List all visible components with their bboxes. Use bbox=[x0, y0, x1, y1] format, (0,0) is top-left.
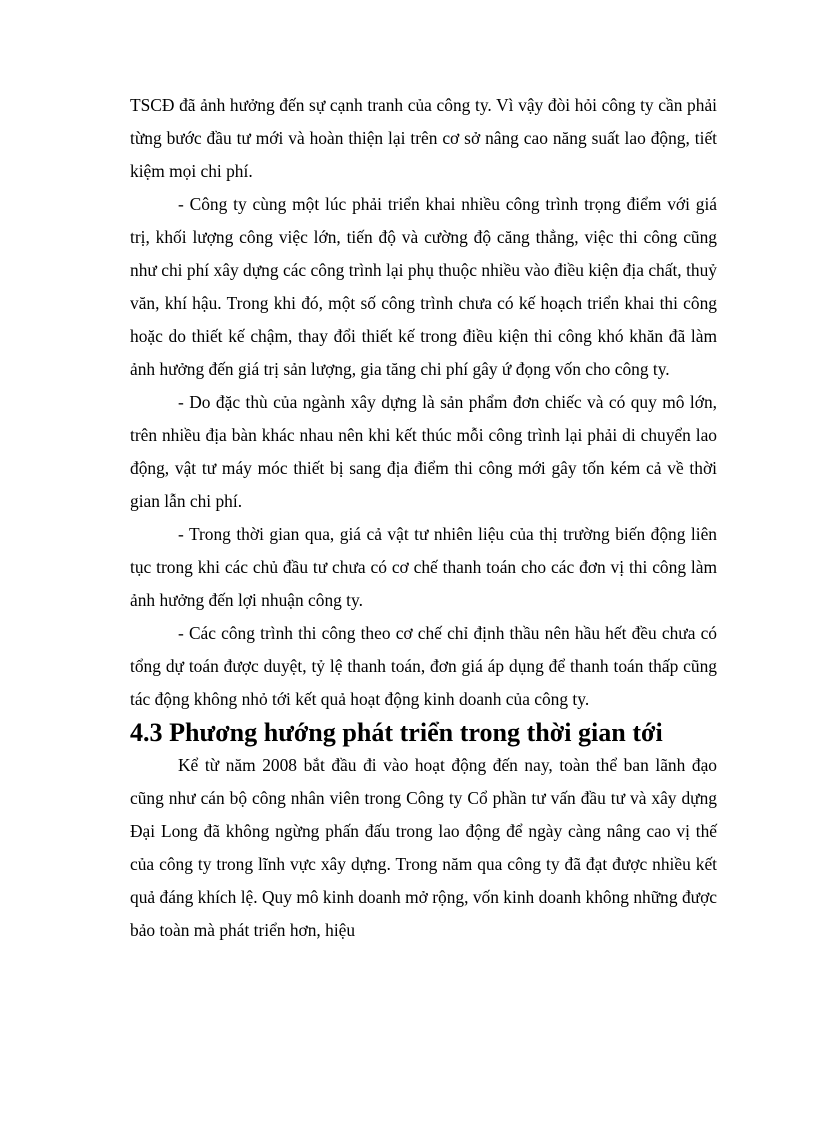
document-page bbox=[130, 89, 717, 947]
paragraph-designated-contracts: - Các công trình thi công theo cơ chế chỉ định thầu nên hầu hết đều chưa có tổng dự toán được duyệt, tỷ lệ thanh toán, đơn giá áp dụng để thanh toán thấp cũng tác động không nhỏ tới kết quả hoạt động kinh doanh của công ty. bbox=[130, 623, 717, 709]
paragraph-key-projects: - Công ty cùng một lúc phải triển khai nhiều công trình trọng điểm với giá trị, khối lượng công việc lớn, tiến độ và cường độ căng thẳng, việc thi công cũng như chi phí xây dựng các công trình lại phụ thuộc nhiều vào điều kiện địa chất, thuỷ văn, khí hậu. Trong khi đó, một số công trình chưa có kế hoạch triển khai thi công hoặc do thiết kế chậm, thay đổi thiết kế trong điều kiện thi công khó khăn đã làm ảnh hưởng đến giá trị sản lượng, gia tăng chi phí gây ứ đọng vốn cho công ty. bbox=[130, 194, 717, 379]
paragraph-tscd-impact: TSCĐ đã ảnh hưởng đến sự cạnh tranh của công ty. Vì vậy đòi hỏi công ty cần phải từng bước đầu tư mới và hoàn thiện lại trên cơ sở nâng cao năng suất lao động, tiết kiệm mọi chi phí. bbox=[130, 95, 717, 181]
paragraph-industry-specifics: - Do đặc thù của ngành xây dựng là sản phẩm đơn chiếc và có quy mô lớn, trên nhiều địa bàn khác nhau nên khi kết thúc mỗi công trình lại phải di chuyển lao động, vật tư máy móc thiết bị sang địa điểm thi công mới gây tốn kém cả về thời gian lẫn chi phí. bbox=[130, 392, 717, 511]
paragraph-development-direction: Kể từ năm 2008 bắt đầu đi vào hoạt động đến nay, toàn thể ban lãnh đạo cũng như cán bộ công nhân viên trong Công ty Cổ phần tư vấn đầu tư và xây dựng Đại Long đã không ngừng phấn đấu trong lao động để ngày càng nâng cao vị thế của công ty trong lĩnh vực xây dựng. Trong năm qua công ty đã đạt được nhiều kết quả đáng khích lệ. Quy mô kinh doanh mở rộng, vốn kinh doanh không những được bảo toàn mà phát triển hơn, hiệu bbox=[130, 755, 717, 940]
paragraph-material-prices: - Trong thời gian qua, giá cả vật tư nhiên liệu của thị trường biến động liên tục trong khi các chủ đầu tư chưa có cơ chế thanh toán cho các đơn vị thi công làm ảnh hưởng đến lợi nhuận công ty. bbox=[130, 524, 717, 610]
section-heading: 4.3 Phương hướng phát triển trong thời gian tới bbox=[130, 718, 663, 747]
